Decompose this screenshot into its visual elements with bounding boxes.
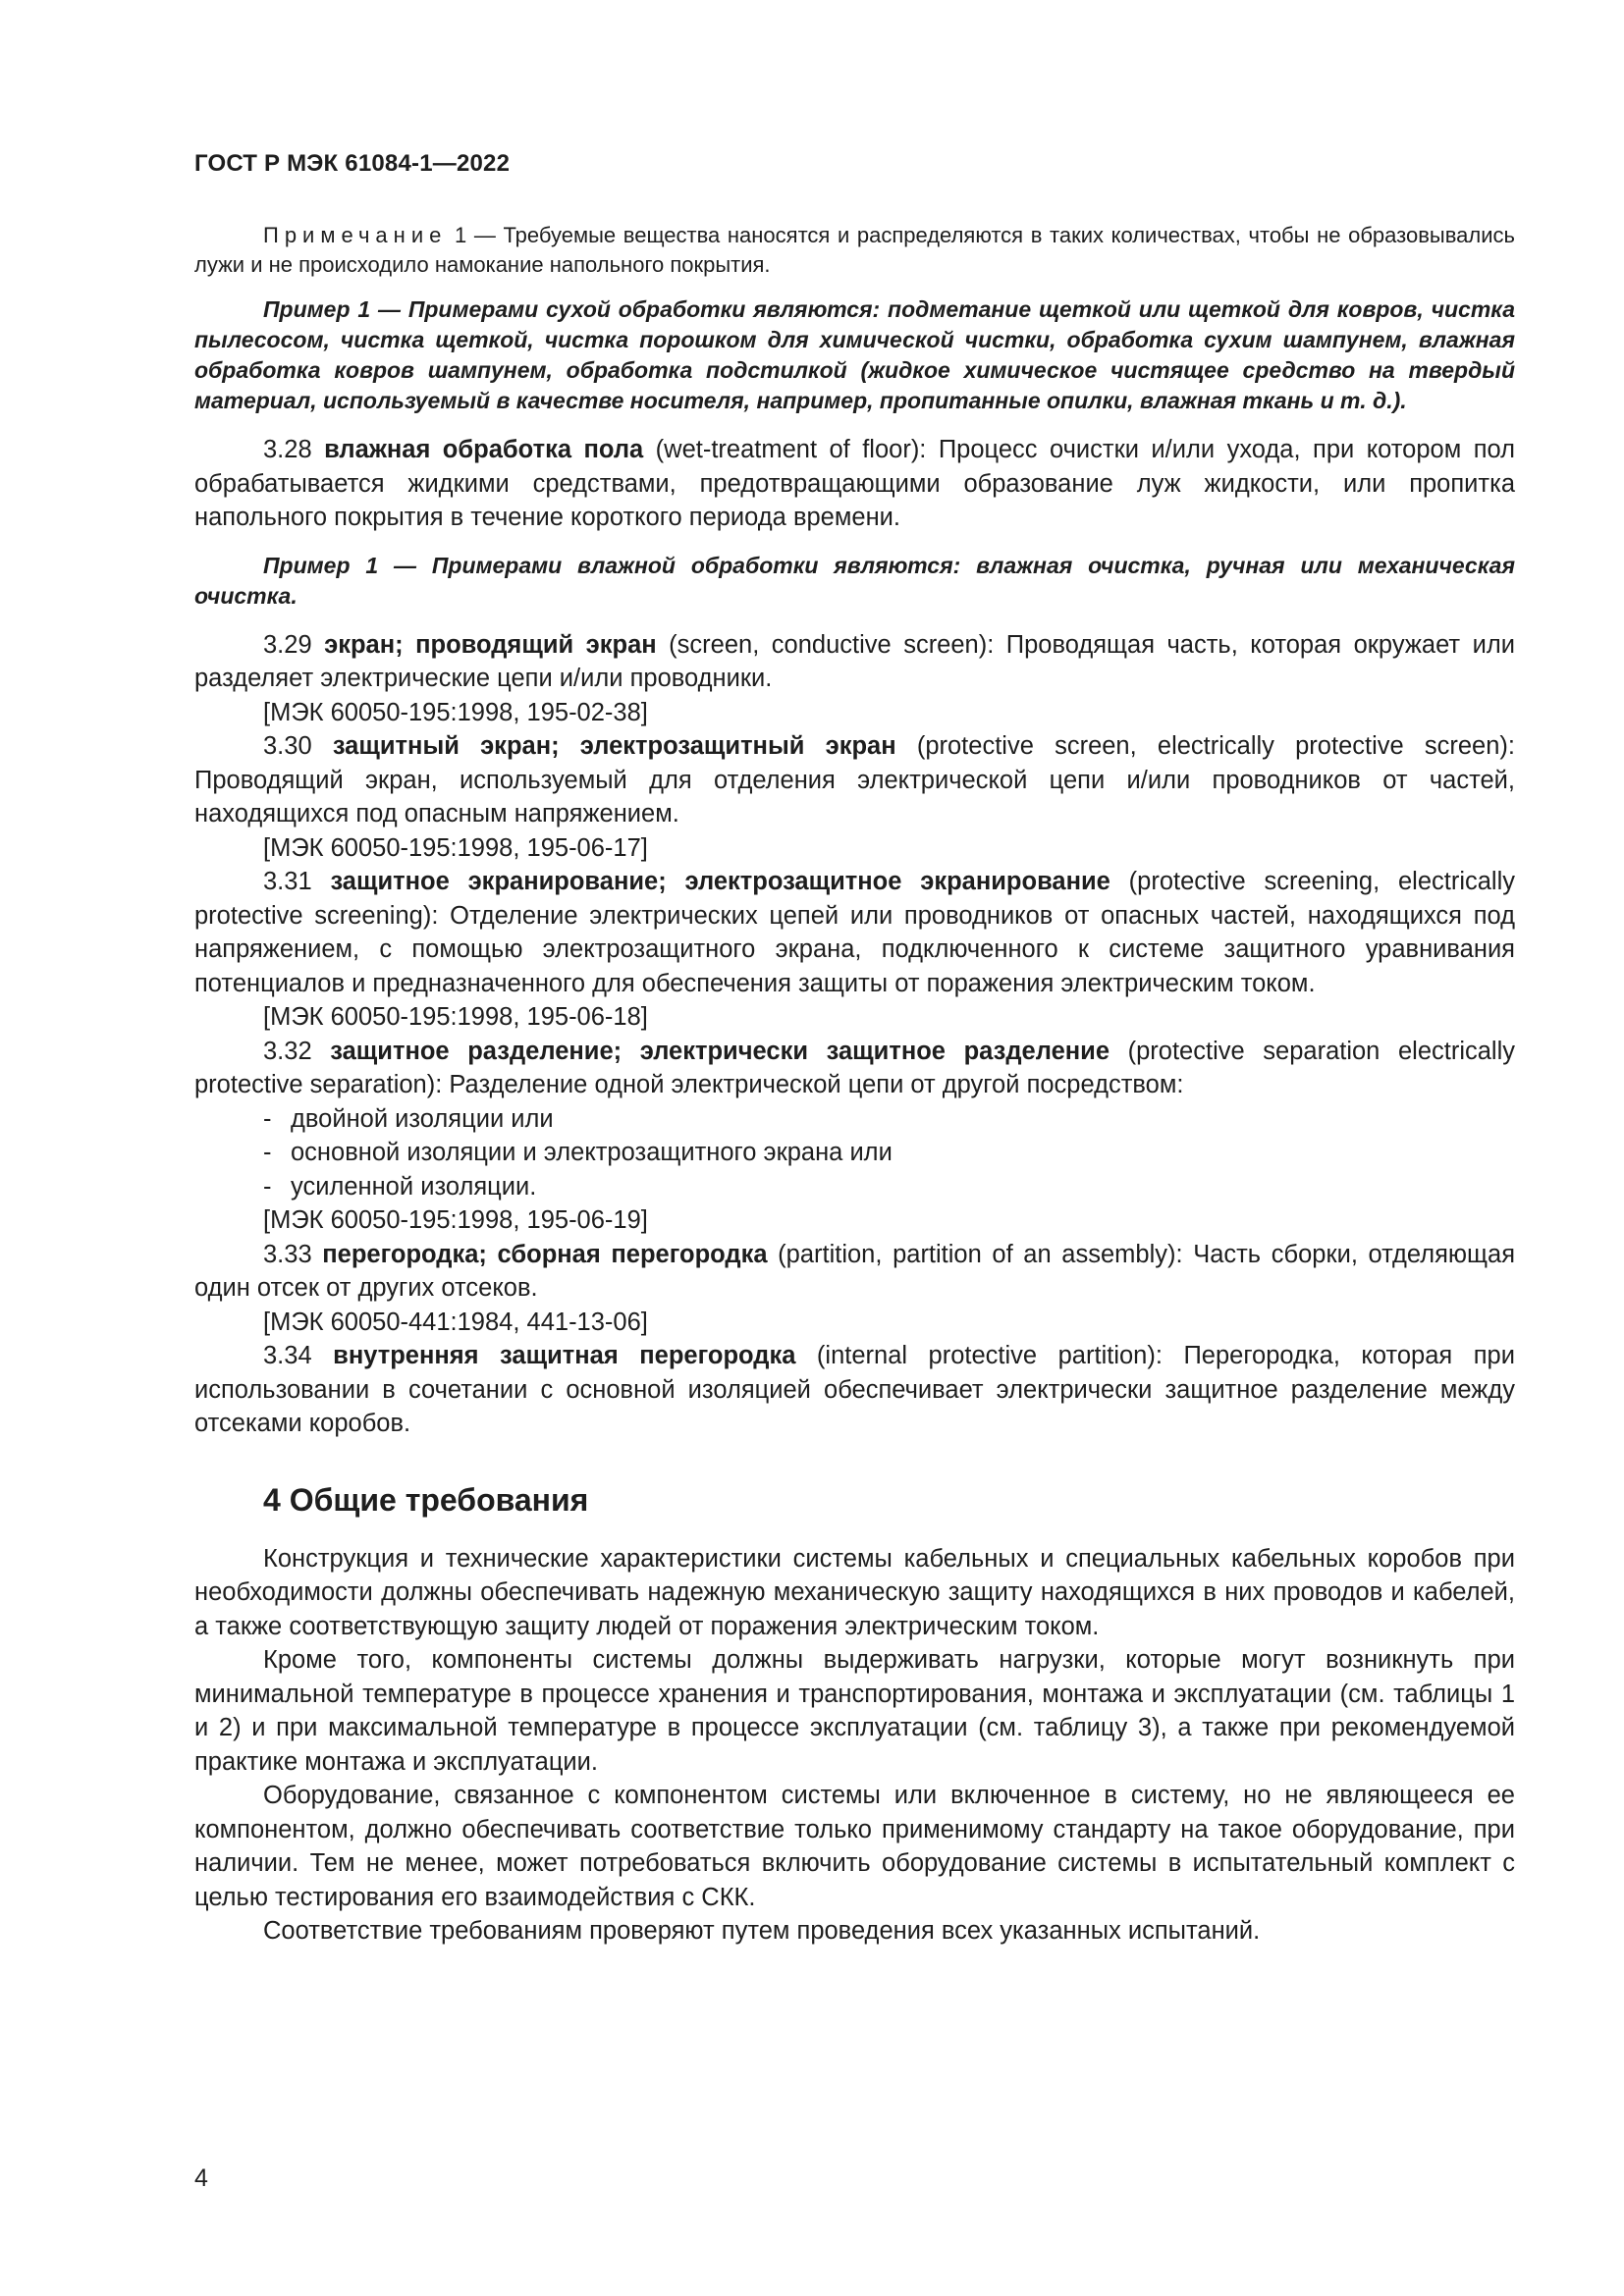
- list-item: - двойной изоляции или: [263, 1104, 554, 1133]
- term-name: защитное экранирование; электрозащитное экранирование: [330, 868, 1110, 895]
- term-number: 3.34: [263, 1342, 334, 1369]
- term-number: 3.30: [263, 732, 333, 760]
- term-name: влажная обработка пола: [324, 436, 644, 463]
- term-3-30: [194, 729, 1515, 831]
- term-definition: (wet-treatment of floor): Процесс очистки и/или ухода, при котором пол обрабатывается жидкими средствами, предотвращающими образование луж жидкости, или пропитка напольного покрытия в течение короткого периода времени.: [194, 436, 1515, 531]
- example-dry-treatment: Пример 1 — Примерами сухой обработки являются: подметание щеткой или щеткой для ковров, чистка пылесосом, чистка щеткой, чистка порошком для химической чистки, обработка сухим шампунем, влажная обработка ковров шампунем, обработка подстилкой (жидкое химическое чистящее средство на твердый материал, используемый в качестве носителя, например, пропитанные опилки, влажная ткань и т. д.).: [194, 296, 1515, 413]
- term-name: защитный экран; электрозащитный экран: [332, 732, 896, 760]
- term-3-34: [194, 1339, 1515, 1441]
- term-3-32-source: [МЭК 60050-195:1998, 195-06-19]: [263, 1206, 648, 1234]
- note-text: 1 — Требуемые вещества наносятся и распределяются в таких количествах, чтобы не образовывались лужи и не происходило намокание напольного покрытия.: [194, 223, 1515, 277]
- section-4-paragraph: Конструкция и технические характеристики системы кабельных и специальных кабельных коробов при необходимости должны обеспечивать надежную механическую защиту находящихся в них проводов и кабелей, а также соответствующую защиту людей от поражения электрическим током.: [194, 1544, 1515, 1640]
- term-3-28: [194, 433, 1515, 535]
- term-3-30-source: [МЭК 60050-195:1998, 195-06-17]: [263, 833, 648, 862]
- term-definition: (protective screen, electrically protective screen): Проводящий экран, используемый для отделения электрической цепи и/или проводников от частей, находящихся под опасным напряжением.: [194, 732, 1515, 828]
- term-number: 3.28: [263, 436, 325, 463]
- term-definition: (internal protective partition): Перегородка, которая при использовании в сочетании с основной изоляцией обеспечивает электрически защитное разделение между отсеками коробов.: [194, 1342, 1515, 1437]
- term-name: защитное разделение; электрически защитное разделение: [330, 1037, 1110, 1065]
- term-name: экран; проводящий экран: [324, 630, 657, 659]
- term-definition: (protective separation electrically protective separation): Разделение одной электрической цепи от другой посредством:: [194, 1037, 1516, 1098]
- term-definition: (protective screening, electrically protective screening): Отделение электрических цепей или проводников от опасных частей, находящихся под напряжением, с помощью электрозащитного экрана, подключенного к системе защитного уравнивания потенциалов и предназначенного для обеспечения защиты от поражения электрическим током.: [194, 868, 1515, 997]
- term-3-29-source: [МЭК 60050-195:1998, 195-02-38]: [263, 698, 648, 726]
- term-3-31: [194, 865, 1515, 1000]
- term-3-32: [194, 1035, 1515, 1102]
- term-number: 3.31: [263, 868, 331, 895]
- note-1: [194, 221, 1515, 279]
- term-name: перегородка; сборная перегородка: [322, 1240, 768, 1268]
- term-3-31-source: [МЭК 60050-195:1998, 195-06-18]: [263, 1003, 648, 1031]
- page-number: 4: [194, 2164, 208, 2192]
- term-number: 3.33: [263, 1240, 323, 1268]
- list-item: - усиленной изоляции.: [263, 1172, 537, 1201]
- note-label: Примечание: [263, 223, 448, 247]
- term-definition: (screen, conductive screen): Проводящая часть, которая окружает или разделяет электрические цепи и/или проводники.: [194, 630, 1515, 692]
- section-4-paragraph: Оборудование, связанное с компонентом системы или включенное в систему, но не являющееся ее компонентом, должно обеспечивать соответствие только применимому стандарту на такое оборудование, при наличии. Тем не менее, может потребоваться включить оборудование системы в испытательный комплект с целью тестирования его взаимодействия с СКК.: [194, 1782, 1515, 1911]
- example-wet-treatment: Пример 1 — Примерами влажной обработки являются: влажная очистка, ручная или механическая очистка.: [194, 552, 1515, 609]
- document-header: ГОСТ Р МЭК 61084-1—2022: [194, 150, 511, 177]
- section-4-paragraph: Соответствие требованиям проверяют путем проведения всех указанных испытаний.: [263, 1917, 1261, 1945]
- term-name: внутренняя защитная перегородка: [333, 1342, 796, 1369]
- term-number: 3.29: [263, 630, 325, 659]
- term-3-33: [194, 1238, 1515, 1306]
- term-3-33-source: [МЭК 60050-441:1984, 441-13-06]: [263, 1308, 648, 1336]
- term-3-29: [194, 628, 1515, 696]
- document-page: [194, 0, 1515, 2296]
- list-item: - основной изоляции и электрозащитного экрана или: [263, 1139, 893, 1166]
- term-definition: (partition, partition of an assembly): Часть сборки, отделяющая один отсек от других отсеков.: [194, 1240, 1515, 1302]
- section-4-paragraph: Кроме того, компоненты системы должны выдерживать нагрузки, которые могут возникнуть при минимальной температуре в процессе хранения и транспортирования, монтажа и эксплуатации (см. таблицы 1 и 2) и при максимальной температуре в процессе эксплуатации (см. таблицу 3), а также при рекомендуемой практике монтажа и эксплуатации.: [194, 1646, 1515, 1776]
- term-number: 3.32: [263, 1037, 331, 1065]
- section-4-title: 4 Общие требования: [263, 1481, 589, 1518]
- document-body: [194, 221, 1515, 1949]
